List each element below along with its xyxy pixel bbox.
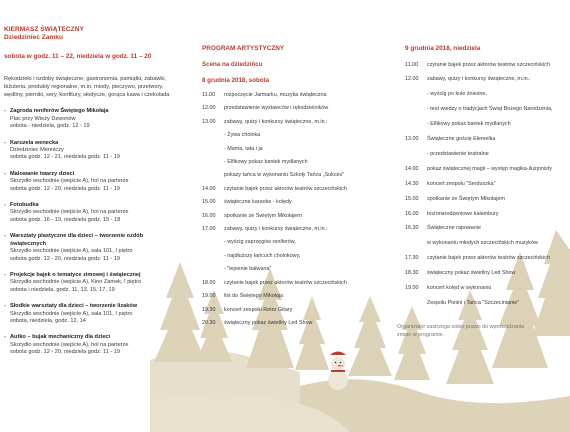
event-item: - Słodkie warsztaty dla dzieci – tworzenie lizaków Skrzydło wschodnie (wejście A), sala 101, I piętro sobota, niedziela, godz. 12, 14 bbox=[4, 303, 138, 324]
schedule-row: 18.30 świąteczny pokaz świetlny Led Show bbox=[405, 270, 516, 277]
schedule-row: - Żywa choinka bbox=[224, 132, 261, 139]
schedule-row: 16.00 spotkanie ze Świętym Mikołajem bbox=[202, 212, 302, 219]
schedule-row: 18.00 czytanie bajek przez aktorów teatrów szczecińskich bbox=[202, 279, 347, 286]
snowman-icon bbox=[328, 352, 348, 391]
event-item: - Projekcje bajek o tematyce zimowej i świątecznej Skrzydło wschodnie (wejście A), Kino Zamek, I piętro sobota i niedziela, godz. 11, 13, 15, 17, 19 bbox=[4, 271, 142, 293]
fair-column bbox=[4, 26, 176, 357]
schedule-row: - Elfikowy pokaz baniek mydlanych bbox=[427, 121, 511, 128]
schedule-row: - "lepienie bałwana" bbox=[224, 266, 272, 273]
schedule-row: - przedstawienie teatralne bbox=[427, 150, 489, 157]
schedule-row: 14.00 czytanie bajek przez aktorów teatrów szczecińskich bbox=[202, 185, 347, 192]
fair-dates: sobota w godz. 11 – 22, niedziela w godz. 11 – 20 bbox=[4, 52, 152, 60]
schedule-row: 11.00 czytanie bajek przez aktorów teatrów szczecińskich bbox=[405, 61, 550, 68]
schedule-row: - wyścig po kule śnieżne, bbox=[427, 91, 487, 98]
saturday-date: 8 grudnia 2018, sobota bbox=[202, 77, 270, 84]
program-saturday-column bbox=[202, 44, 380, 326]
schedule-row: 12.00 przedstawienie wystawców i rękodzielników bbox=[202, 105, 329, 112]
schedule-row: 15.00 świąteczne karaoke - kolędy bbox=[202, 199, 292, 206]
schedule-row: 19.00 list do Świętego Mikołaja bbox=[202, 293, 284, 300]
event-item: - Zagroda reniferów Świętego Mikołaja Plac przy Wieży Dzwonów sobota - niedziela, godz. 12 - 19 bbox=[4, 108, 109, 130]
schedule-row: 15.00 spotkanie ze Świętym Mikołajem bbox=[405, 195, 505, 202]
schedule-row: 20.30 świąteczny pokaz świetlny Led Show bbox=[202, 319, 313, 326]
schedule-row: - wyścig zaprzęgów reniferów, bbox=[224, 239, 296, 246]
fair-location: Dziedziniec Zamku bbox=[4, 34, 63, 42]
schedule-row: 19.30 koncert zespołu Retro Gitary bbox=[202, 306, 293, 313]
schedule-row: 16.00 bożonarodzeniowe kalambury bbox=[405, 210, 499, 217]
schedule-row: 12.00 zabawy, quizy i konkursy świąteczne, m.in.: bbox=[405, 76, 531, 83]
schedule-row: - Elfikowy pokaz baniek mydlanych bbox=[224, 159, 308, 166]
program-title: PROGRAM ARTYSTYCZNY bbox=[202, 45, 285, 52]
schedule-row: 13.00 Świąteczne gościę Elemelka bbox=[405, 136, 496, 143]
program-sunday-column bbox=[397, 44, 567, 339]
schedule-row: w wykonaniu młodych szczecińskich muzyków bbox=[427, 240, 538, 247]
schedule-row: 14.00 pokaz świątecznej magii – występ magika-iluzjonisty bbox=[405, 165, 552, 172]
schedule-row: 17.00 zabawy, quizy i konkursy świąteczne, m.in.: bbox=[202, 226, 328, 233]
schedule-row: 19.00 koncert kolęd w wykonaniu bbox=[405, 285, 492, 292]
event-item: - Malowanie twarzy dzieci Skrzydło wschodnie (wejście A), hol na parterze sobota godz. 12 - 20, niedziela godz. 11 - 19 bbox=[4, 170, 129, 192]
schedule-row: pokazy tańca w wykonaniu Szkoły Tańca „Sukces" bbox=[224, 172, 345, 179]
schedule-row: Zespołu Pieśni i Tańca "Szczecinianie" bbox=[427, 300, 520, 306]
stage-name: Scena na dziedzińcu bbox=[202, 61, 263, 68]
schedule-row: - najdłuższy łańcuch choinkowy, bbox=[224, 252, 301, 259]
event-item: - Warsztaty plastyczne dla dzieci – tworzenie ozdób świątecznych Skrzydło wschodnie (wejście A), sala 101, I piętro sobota godz. 12 - 20, niedziela godz. 11 - 19 bbox=[4, 233, 144, 262]
event-item: - Karuzela wenecka Dziedziniec Menniczy sobota godz. 12 - 21, niedziela godz. 11 - 19 bbox=[4, 139, 120, 161]
schedule-row: - Mama, tata i ja bbox=[224, 145, 263, 152]
schedule-row: - test wiedzy o tradycjach Świąt Bożego Narodzenia, bbox=[427, 106, 553, 113]
schedule-row: 11.00 rozpoczęcie Jarmarku, muzyka świąteczna bbox=[202, 92, 327, 98]
event-item: - Fotobudka Skrzydło wschodnie (wejście A), hol na parterze sobota godz. 16 - 19, niedziela godz. 15 - 18 bbox=[4, 202, 129, 223]
schedule-row: 17.30 czytanie bajek przez aktorów teatrów szczecińskich bbox=[405, 255, 550, 262]
fair-title: KIERMASZ ŚWIĄTECZNY bbox=[4, 26, 84, 33]
sunday-date: 9 grudnia 2018, niedziela bbox=[405, 45, 481, 52]
event-item: - Autko – bujak mechaniczny dla dzieci Skrzydło wschodnie (wejście A), hol na parterze sobota godz. 12 - 20, niedziela godz. 11 - 19 bbox=[4, 334, 129, 356]
schedule-row: 13.00 zabawy, quizy i konkursy świąteczne, m.in.: bbox=[202, 118, 328, 125]
organizer-note: Organizator zastrzega sobie prawo do wprowadzania zmian w programie. bbox=[397, 324, 525, 338]
schedule-row: 14.30 koncert zespołu "Serduszka" bbox=[405, 180, 496, 187]
schedule-row: 16.30 Świąteczne rapowanie bbox=[405, 225, 481, 232]
fair-description: Rękodzieło i ozdoby świąteczne, gastronomia, pamiątki, zabawki, biżuteria, produkty regionalne, m.in. miody, pieczywo, przetwory, wędliny, pierniki, sery, konfitury, słodycze, gorąca kawa i czekolada bbox=[4, 75, 170, 99]
